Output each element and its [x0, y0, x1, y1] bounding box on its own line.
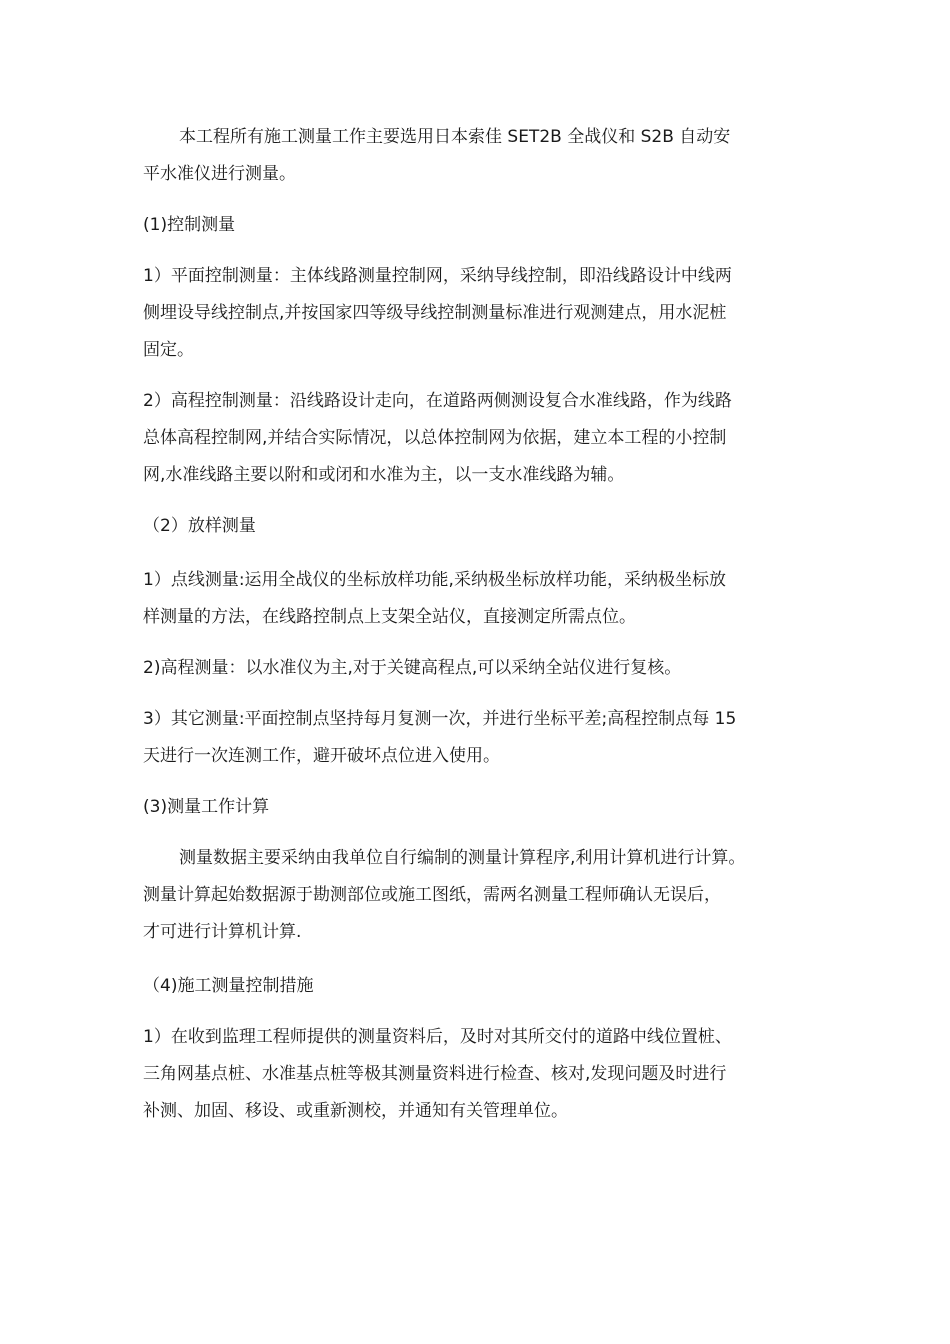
heading-survey-calculation: (3)测量工作计算: [143, 797, 270, 817]
paragraph-elevation-survey: 2)高程测量：以水准仪为主,对于关键高程点,可以采纳全站仪进行复核。: [143, 658, 682, 678]
paragraph-other-survey: 3）其它测量:平面控制点坚持每月复测一次，并进行坐标平差;高程控制点每 15 天进行一次连测工作，避开破坏点位进入使用。: [143, 709, 737, 766]
heading-layout-survey: （2）放样测量: [143, 516, 256, 536]
paragraph-point-line-survey: 1）点线测量:运用全战仪的坐标放样功能,采纳极坐标放样功能，采纳极坐标放 样测量的方法，在线路控制点上支架全站仪，直接测定所需点位。: [143, 570, 726, 627]
paragraph-intro: 本工程所有施工测量工作主要选用日本索佳 SET2B 全战仪和 S2B 自动安 平水准仪进行测量。: [143, 127, 731, 184]
document-body: [143, 119, 823, 1130]
paragraph-calculation: 测量数据主要采纳由我单位自行编制的测量计算程序,利用计算机进行计算。 测量计算起始数据源于勘测部位或施工图纸，需两名测量工程师确认无误后， 才可进行计算机计算.: [143, 848, 746, 942]
heading-control-measures: （4)施工测量控制措施: [143, 976, 314, 996]
paragraph-plane-control: 1）平面控制测量：主体线路测量控制网，采纳导线控制，即沿线路设计中线两 侧埋设导线控制点,并按国家四等级导线控制测量标准进行观测建点，用水泥桩 固定。: [143, 266, 732, 360]
paragraph-measures-1: 1）在收到监理工程师提供的测量资料后，及时对其所交付的道路中线位置桩、 三角网基点桩、水准基点桩等极其测量资料进行检查、核对,发现问题及时进行 补测、加固、移设、或重新测校，并通知有关管理单位。: [143, 1027, 732, 1121]
heading-control-survey: (1)控制测量: [143, 215, 236, 235]
paragraph-elevation-control: 2）高程控制测量：沿线路设计走向，在道路两侧测设复合水准线路，作为线路 总体高程控制网,并结合实际情况，以总体控制网为依据，建立本工程的小控制 网,水准线路主要以附和或闭和水准为主，以一支水准线路为辅。: [143, 391, 732, 485]
